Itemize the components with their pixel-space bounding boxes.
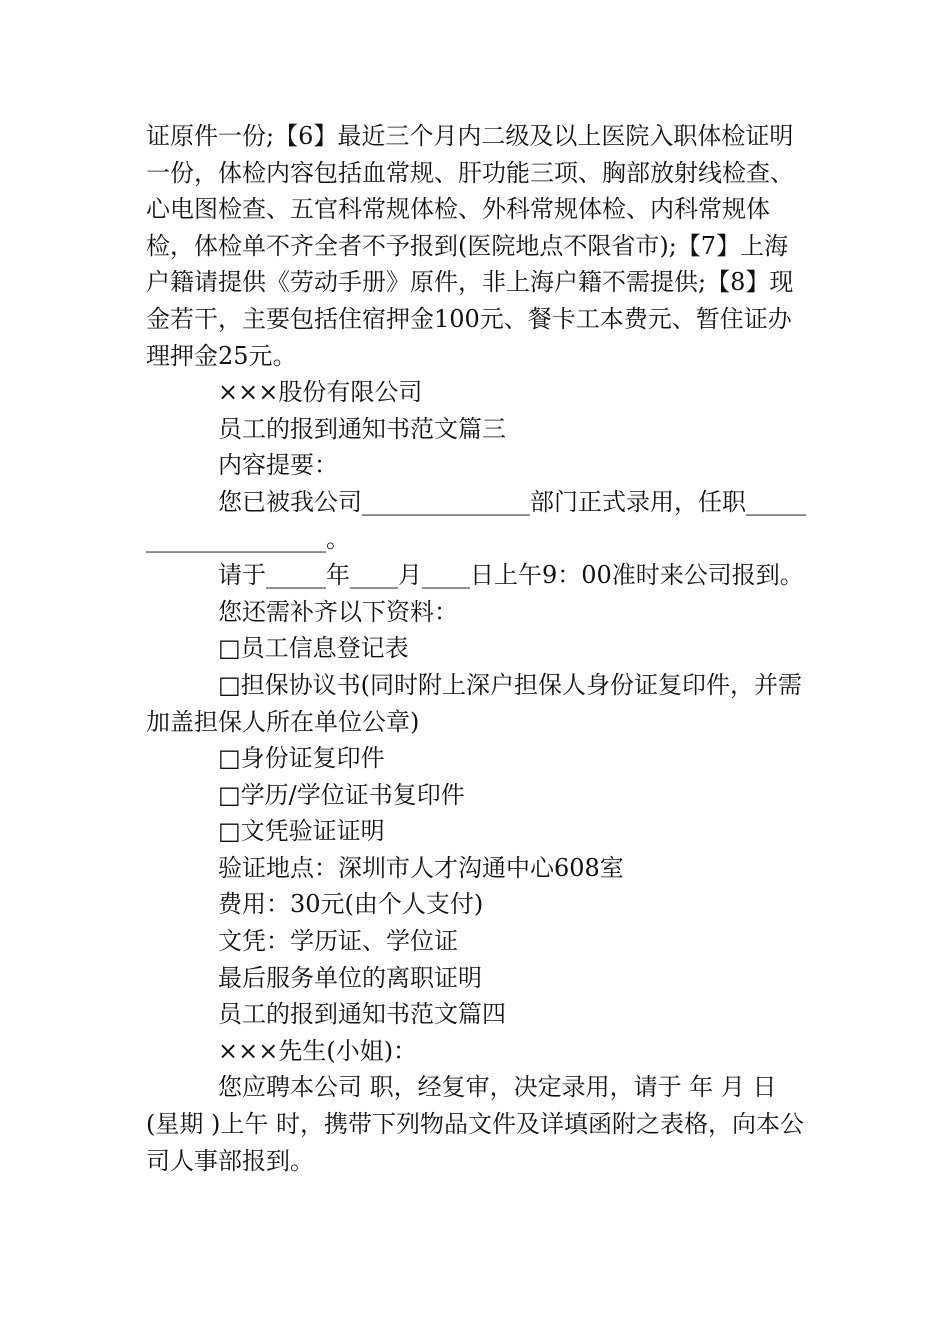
paragraph-hired-notice: 您已被我公司______________部门正式录用，任职____________________。 bbox=[146, 487, 806, 553]
paragraph-offer-body: 您应聘本公司 职，经复审，决定录用，请于 年 月 日(星期 )上午 时，携带下列物品文件及详填函附之表格，向本公司人事部报到。 bbox=[146, 1073, 804, 1175]
paragraph-report-date: 请于_____年____月____日上午9：00准时来公司报到。 bbox=[218, 561, 804, 590]
paragraph-resignation-certificate: 最后服务单位的离职证明 bbox=[218, 963, 482, 992]
section-heading-part-four: 员工的报到通知书范文篇四 bbox=[218, 1000, 506, 1029]
paragraph-fee: 费用：30元(由个人支付) bbox=[218, 890, 484, 919]
checklist-item-employee-info: □员工信息登记表 bbox=[218, 634, 409, 663]
checklist-item-id-copy: □身份证复印件 bbox=[218, 744, 385, 773]
document-body bbox=[146, 118, 806, 1179]
paragraph-diploma-types: 文凭：学历证、学位证 bbox=[218, 927, 458, 956]
paragraph-verification-location: 验证地点：深圳市人才沟通中心608室 bbox=[218, 853, 624, 882]
checklist-item-diploma-verification: □文凭验证证明 bbox=[218, 817, 385, 846]
checklist-item-guarantee: □担保协议书(同时附上深户担保人身份证复印件，并需加盖担保人所在单位公章) bbox=[146, 670, 803, 736]
paragraph-requirements-continued: 证原件一份;【6】最近三个月内二级及以上医院入职体检证明一份，体检内容包括血常规、肝功能三项、胸部放射线检查、心电图检查、五官科常规体检、外科常规体检、内科常规体检，体检单不齐全者不予报到(医院地点不限省市);【7】上海户籍请提供《劳动手册》原件，非上海户籍不需提供;【8】现金若干，主要包括住宿押金100元、餐卡工本费元、暂住证办理押金25元。 bbox=[146, 122, 794, 370]
paragraph-company-name: ×××股份有限公司 bbox=[218, 378, 423, 407]
paragraph-summary-label: 内容提要： bbox=[218, 451, 338, 480]
checklist-item-degree-copy: □学历/学位证书复印件 bbox=[218, 780, 465, 809]
paragraph-salutation: ×××先生(小姐)： bbox=[218, 1036, 418, 1065]
paragraph-materials-intro: 您还需补齐以下资料： bbox=[218, 597, 458, 626]
section-heading-part-three: 员工的报到通知书范文篇三 bbox=[218, 414, 506, 443]
